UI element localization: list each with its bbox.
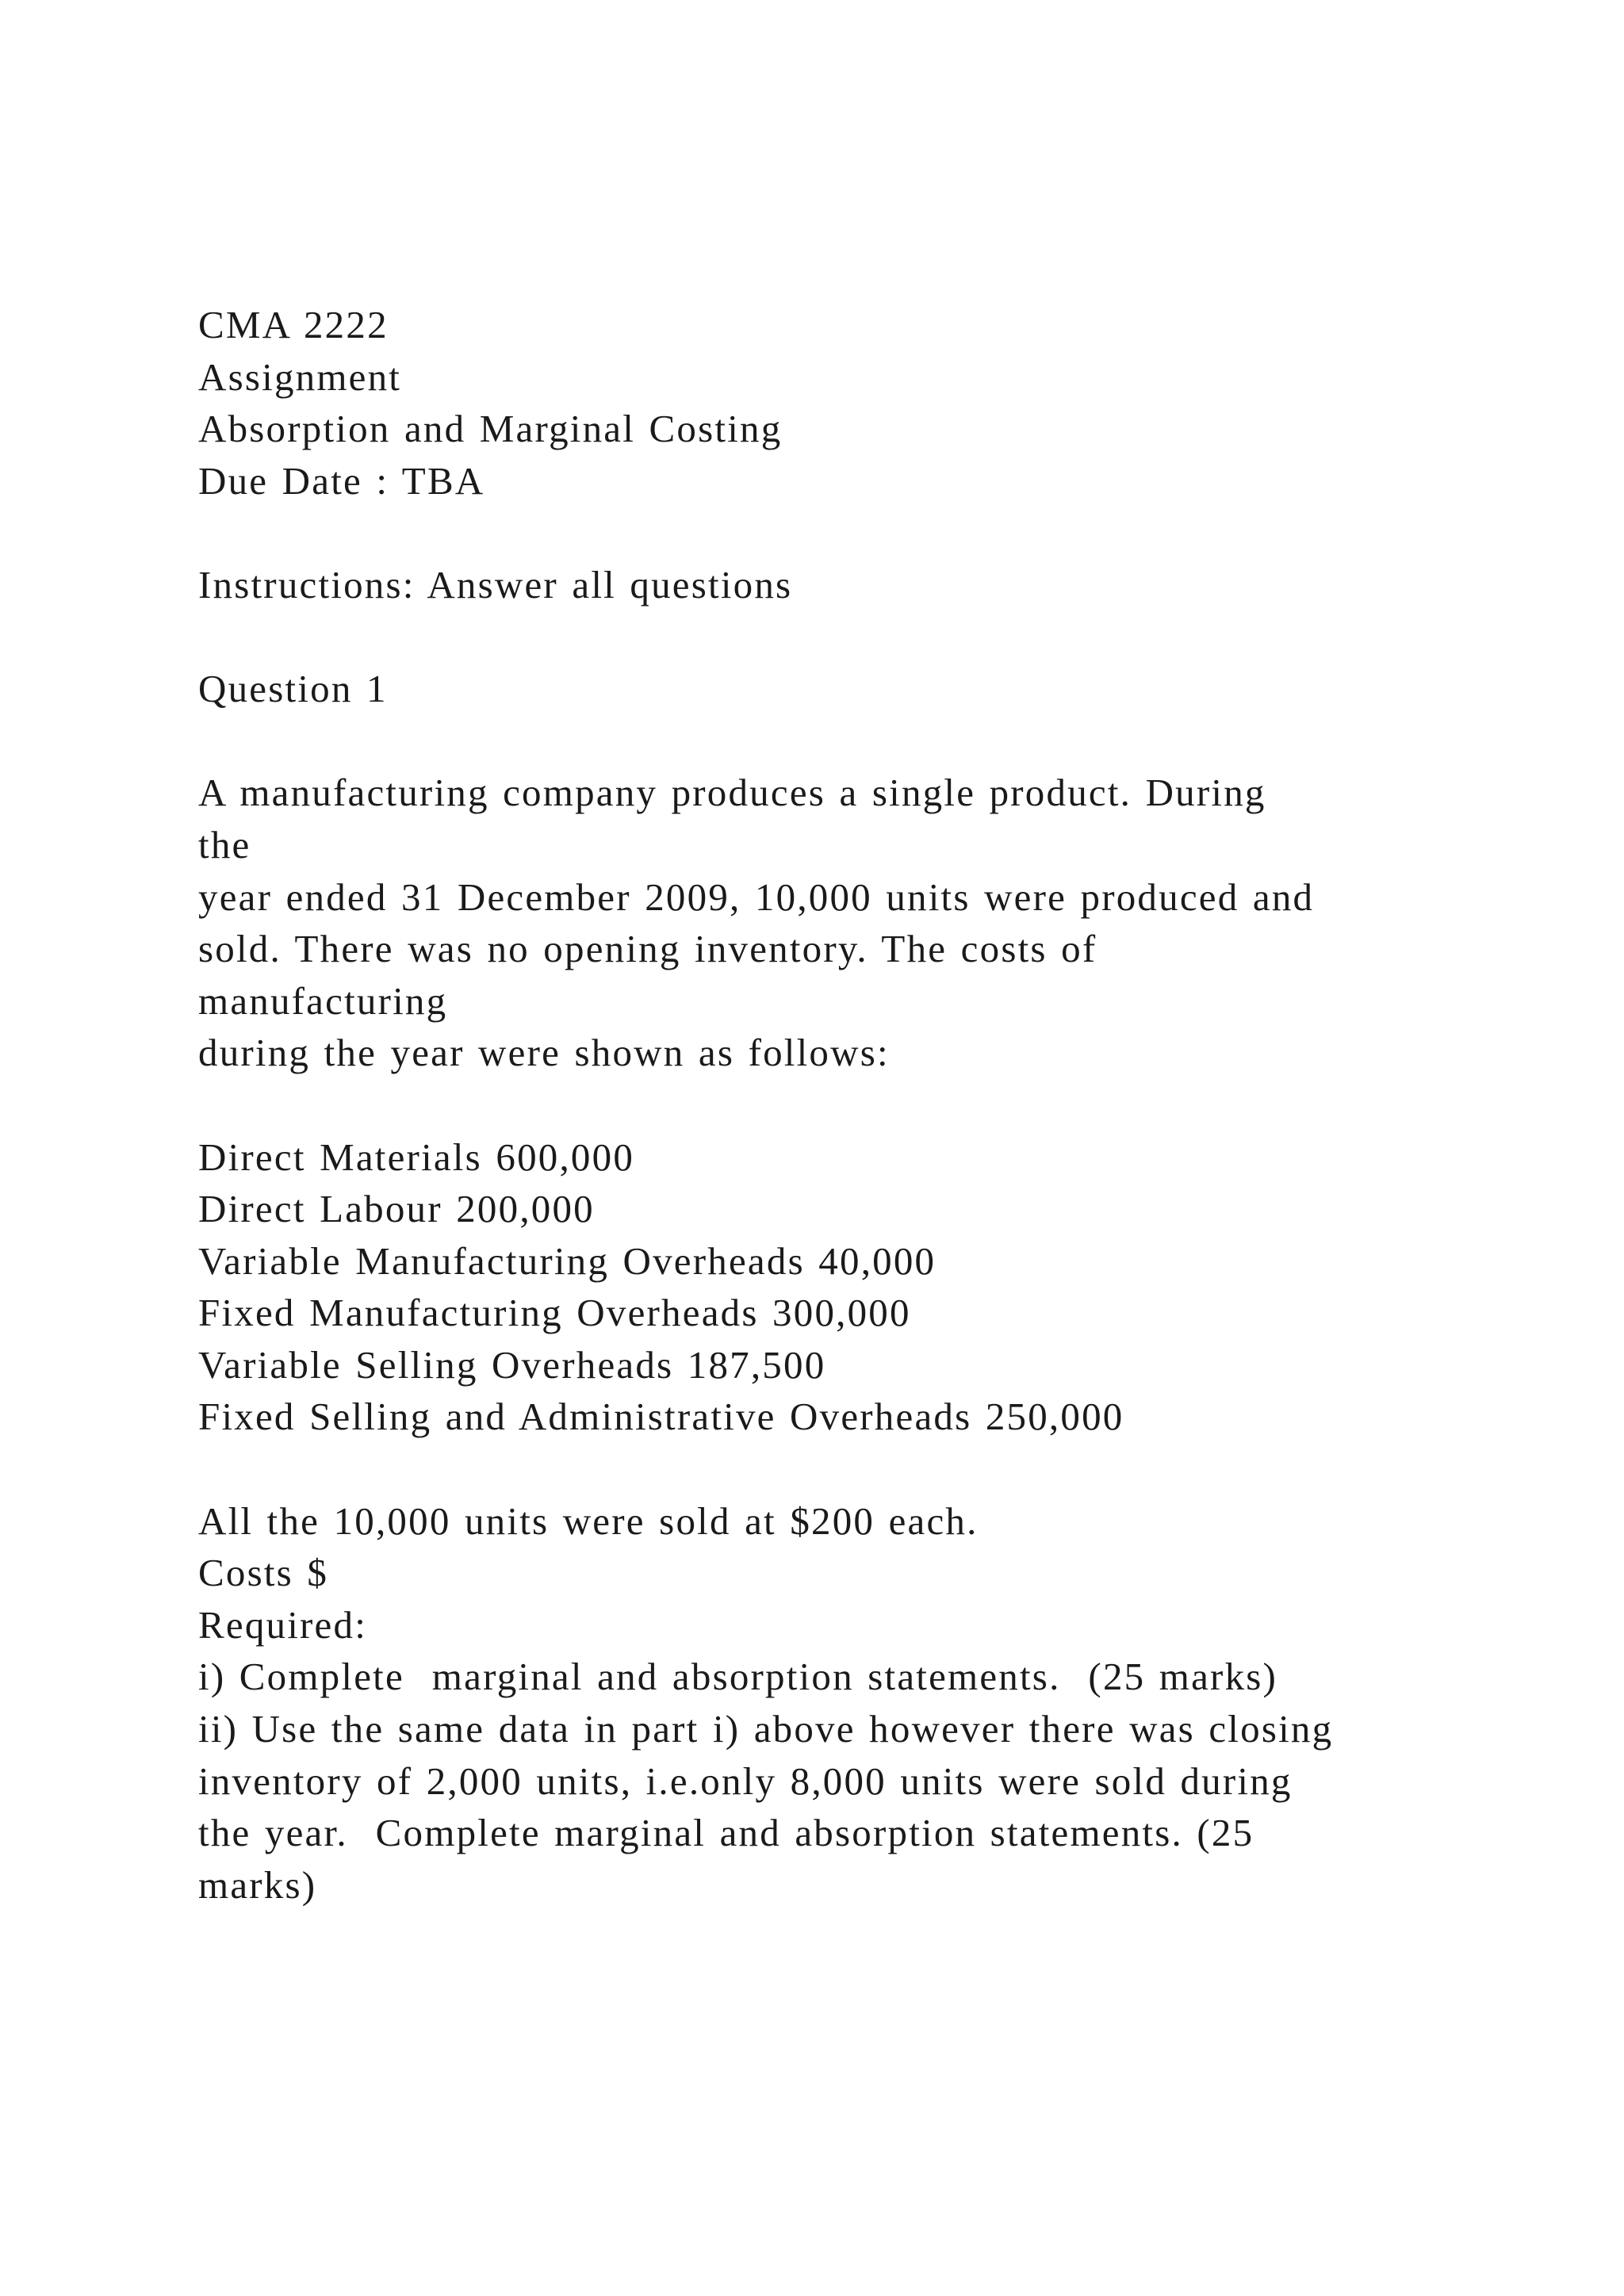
cost-item: Direct Materials 600,000 [198,1135,635,1179]
document-title: Absorption and Marginal Costing [198,407,783,451]
cost-item: Fixed Manufacturing Overheads 300,000 [198,1291,911,1335]
question-heading: Question 1 [198,667,388,711]
blank-line [198,1443,1546,1495]
requirement-part-ii: the year. Complete marginal and absorption statements. (25 [198,1811,1254,1855]
intro-line: A manufacturing company produces a single product. During [198,771,1266,815]
intro-line: manufacturing [198,978,448,1023]
intro-line: the [198,822,251,867]
intro-line: sold. There was no opening inventory. The costs of [198,927,1097,971]
due-date: Due Date : TBA [198,458,485,503]
instructions: Instructions: Answer all questions [198,562,793,607]
cost-item: Direct Labour 200,000 [198,1187,595,1231]
course-code: CMA 2222 [198,303,389,346]
intro-line: during the year were shown as follows: [198,1031,890,1075]
requirement-part-ii: marks) [198,1862,317,1907]
document-type: Assignment [198,354,402,399]
intro-line: year ended 31 December 2009, 10,000 units were produced and [198,874,1315,919]
blank-line [198,611,1546,664]
required-label: Required: [198,1602,368,1647]
blank-line [198,715,1546,767]
blank-line [198,1079,1546,1131]
costs-label: Costs $ [198,1551,329,1595]
requirement-part-ii: ii) Use the same data in part i) above however there was closing [198,1707,1334,1751]
cost-item: Variable Manufacturing Overheads 40,000 [198,1238,936,1283]
requirement-part-ii: inventory of 2,000 units, i.e.only 8,000 units were sold during [198,1758,1293,1803]
blank-line [198,507,1546,559]
cost-item: Variable Selling Overheads 187,500 [198,1342,826,1387]
requirement-part-i: i) Complete marginal and absorption statements. (25 marks) [198,1655,1278,1699]
document-body [198,299,1546,1911]
cost-item: Fixed Selling and Administrative Overheads 250,000 [198,1395,1124,1439]
sales-line: All the 10,000 units were sold at $200 each. [198,1498,979,1543]
